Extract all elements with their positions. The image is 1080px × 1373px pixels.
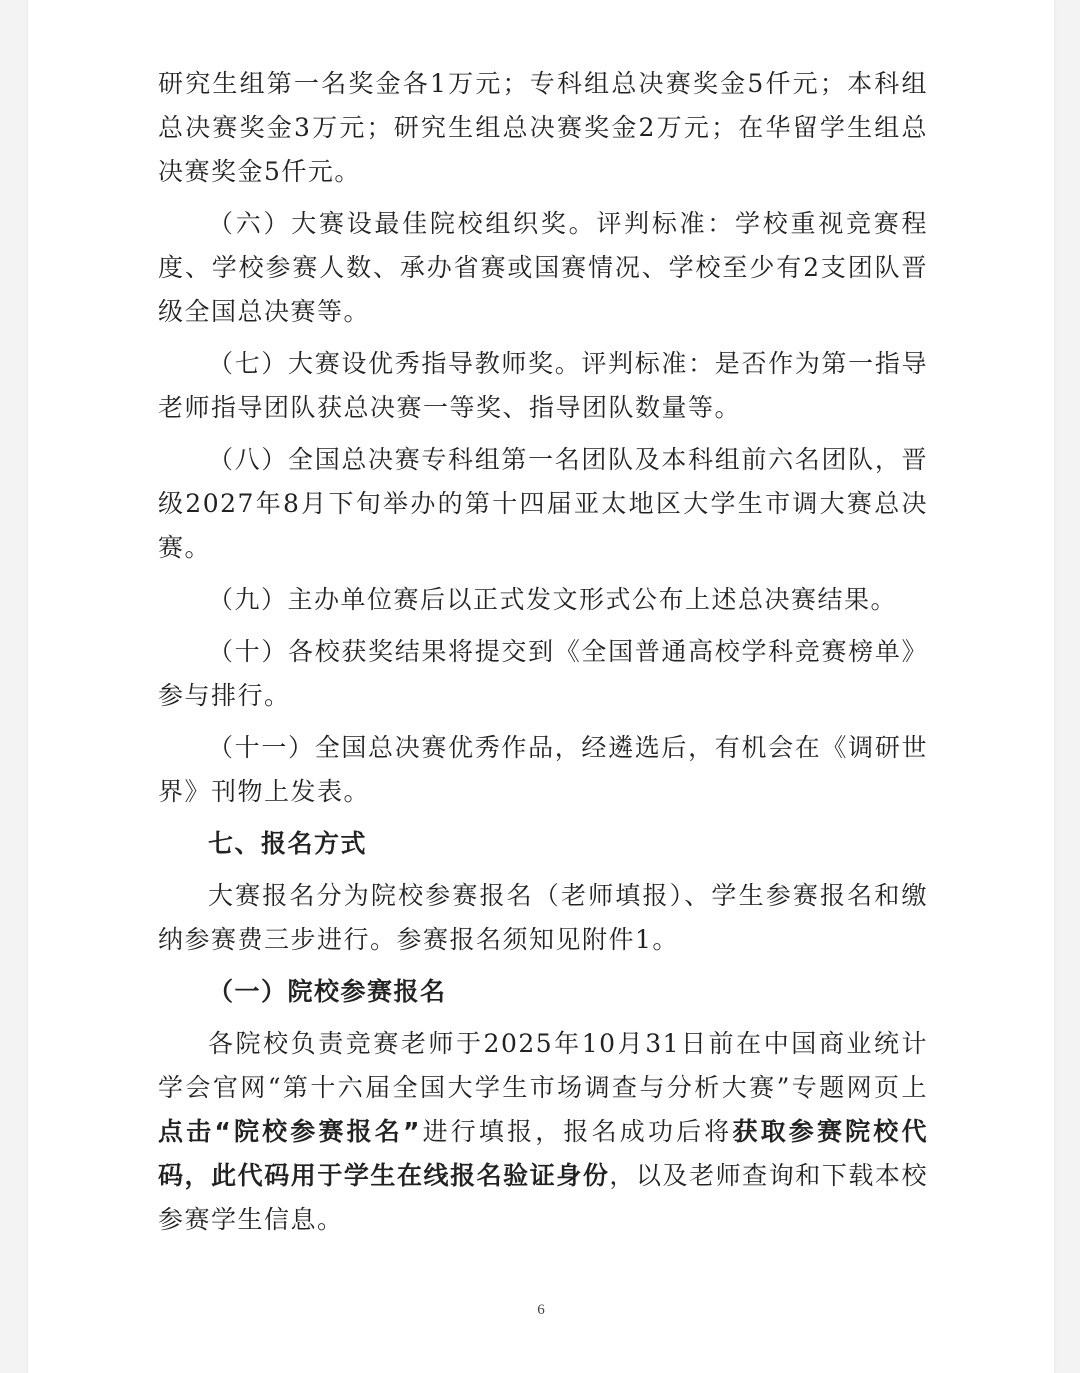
text-segment: 各院校负责竞赛老师于2025年10月31日前在中国商业统计学会官网“第十六届全国大学生市场调查与分析大赛”专题网页上 bbox=[158, 1029, 928, 1102]
paragraph-results-announcement: （九）主办单位赛后以正式发文形式公布上述总决赛结果。 bbox=[208, 585, 898, 614]
paragraph-asia-pacific-advance: （八）全国总决赛专科组第一名团队及本科组前六名团队，晋级2027年8月下旬举办的第十四届亚太地区大学生市调大赛总决赛。 bbox=[158, 445, 928, 562]
page-number: 6 bbox=[537, 1302, 545, 1318]
bold-text-click-register: 点击“院校参赛报名” bbox=[158, 1117, 421, 1146]
bold-text-school-code: 获取参赛院校代码，此代码用于学生在线报名验证身份 bbox=[158, 1117, 928, 1190]
paragraph-teacher-award: （七）大赛设优秀指导教师奖。评判标准：是否作为第一指导老师指导团队获总决赛一等奖、指导团队数量等。 bbox=[158, 349, 928, 422]
paragraph-ranking-list: （十）各校获奖结果将提交到《全国普通高校学科竞赛榜单》参与排行。 bbox=[158, 637, 928, 710]
section-heading-registration: 七、报名方式 bbox=[208, 829, 368, 858]
subsection-heading-school-registration: （一）院校参赛报名 bbox=[208, 977, 447, 1006]
document-body bbox=[158, 62, 928, 1250]
paragraph-publication: （十一）全国总决赛优秀作品，经遴选后，有机会在《调研世界》刊物上发表。 bbox=[158, 733, 928, 806]
text-segment: ，以及老师查询和下载本校参赛学生信息。 bbox=[158, 1161, 928, 1234]
paragraph-best-school-award: （六）大赛设最佳院校组织奖。评判标准：学校重视竞赛程度、学校参赛人数、承办省赛或国赛情况、学校至少有2支团队晋级全国总决赛等。 bbox=[158, 209, 928, 326]
paragraph-registration-intro: 大赛报名分为院校参赛报名（老师填报）、学生参赛报名和缴纳参赛费三步进行。参赛报名须知见附件1。 bbox=[158, 881, 928, 954]
paragraph-prize-amounts: 研究生组第一名奖金各1万元；专科组总决赛奖金5仟元；本科组总决赛奖金3万元；研究生组总决赛奖金2万元；在华留学生组总决赛奖金5仟元。 bbox=[158, 69, 928, 186]
text-segment: 进行填报，报名成功后将 bbox=[420, 1117, 733, 1146]
document-page bbox=[28, 0, 1054, 1373]
paragraph-school-registration bbox=[158, 1022, 928, 1242]
